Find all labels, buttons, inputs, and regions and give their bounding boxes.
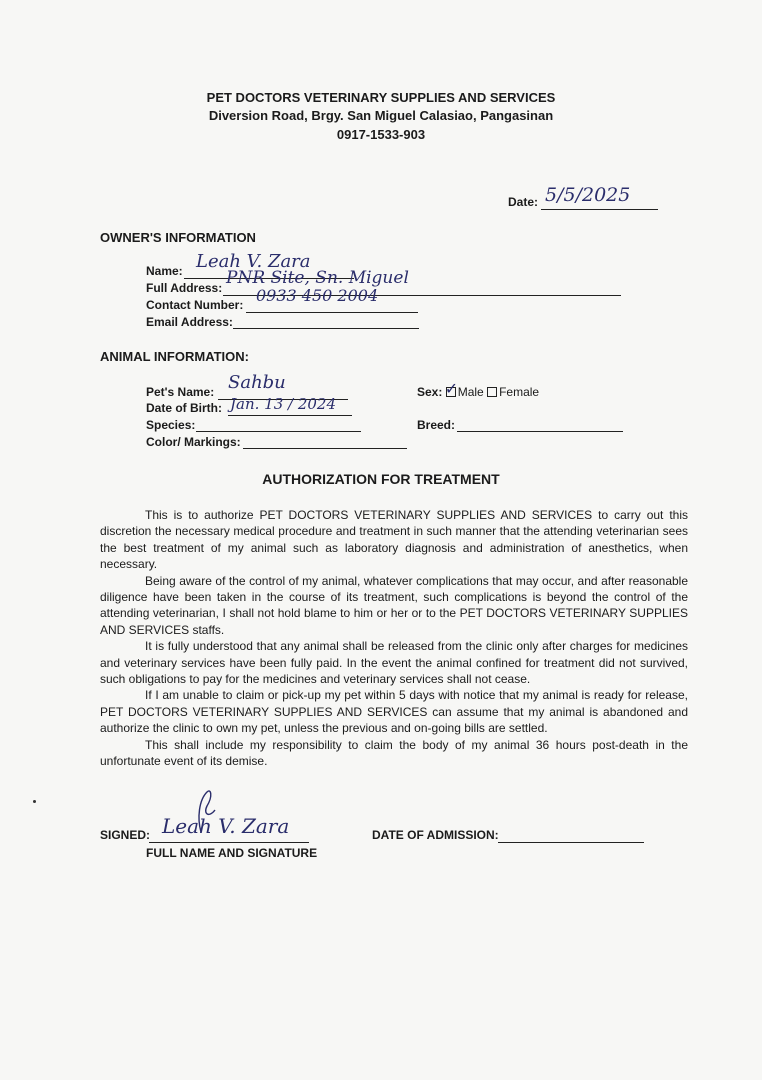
email-line (233, 328, 419, 329)
date-label: Date: (508, 195, 539, 209)
contact-line (246, 312, 418, 313)
name-label: Name: (146, 264, 183, 278)
address-label: Full Address: (146, 281, 223, 295)
sex-field (417, 379, 540, 399)
pet-name-value: Sahbu (228, 372, 286, 393)
company-name: PET DOCTORS VETERINARY SUPPLIES AND SERVICES (206, 90, 556, 105)
owner-heading: OWNER'S INFORMATION (100, 230, 256, 245)
owner-address-value: PNR Site, Sn. Miguel (226, 268, 409, 288)
sex-label: Sex: (417, 385, 443, 399)
male-checkbox[interactable] (444, 379, 459, 398)
female-option-label: Female (499, 385, 540, 399)
signature-value: Leah V. Zara (162, 814, 290, 838)
owner-name-value: Leah V. Zara (196, 251, 311, 272)
speck-mark (33, 800, 36, 803)
check-mark-icon: ✓ (444, 379, 459, 398)
dob-label: Date of Birth: (146, 401, 222, 415)
authorization-paragraph-4: If I am unable to claim or pick-up my pet within 5 days with notice that my animal is ready for release, PET DOCTORS VETERINARY SUPPLIES AND SERVICES can assume that my animal is abandoned and authorize the clinic to own my pet, unless the previous and on-going bills are settled. (100, 688, 688, 736)
breed-line (457, 431, 623, 432)
date-line (541, 209, 658, 210)
email-label: Email Address: (146, 315, 233, 329)
male-option-label: Male (457, 385, 484, 399)
authorization-body (100, 507, 688, 770)
authorization-paragraph-5: This shall include my responsibility to claim the body of my animal 36 hours post-death in the unfortunate event of its demise. (100, 737, 688, 769)
breed-label: Breed: (417, 418, 456, 432)
color-line (243, 448, 407, 449)
admission-label: DATE OF ADMISSION: (372, 828, 499, 842)
signed-label: SIGNED: (100, 828, 151, 842)
company-address: Diversion Road, Brgy. San Miguel Calasiao, Pangasinan (208, 108, 554, 123)
dob-value: Jan. 13 / 2024 (230, 395, 337, 413)
color-label: Color/ Markings: (146, 435, 241, 449)
contact-label: Contact Number: (146, 298, 244, 312)
admission-line (498, 842, 644, 843)
authorization-paragraph-2: Being aware of the control of my animal, whatever complications that may occur, and after reasonable diligence have been taken in the course of its treatment, such complications is beyond the control of the attending veterinarian, I shall not hold blame to him or her or to the PET DOCTORS VETERINARY SUPPLIES AND SERVICES staffs. (100, 573, 688, 637)
date-value: 5/5/2025 (545, 184, 631, 206)
company-phone: 0917-1533-903 (336, 127, 426, 142)
species-label: Species: (146, 418, 196, 432)
signature-line (149, 842, 309, 843)
pet-name-label: Pet's Name: (146, 385, 215, 399)
signature-caption: FULL NAME AND SIGNATURE (146, 846, 318, 860)
dob-line (228, 415, 352, 416)
species-line (196, 431, 361, 432)
female-checkbox[interactable] (487, 387, 497, 397)
authorization-paragraph-3: It is fully understood that any animal shall be released from the clinic only after charges for medicines and veterinary services have been fully paid. In the event the animal confined for treatment did not survived, such obligations to pay for the medicines and veterinary services shall not cease. (100, 639, 688, 687)
authorization-paragraph-1: This is to authorize PET DOCTORS VETERINARY SUPPLIES AND SERVICES to carry out this discretion the necessary medical procedure and treatment in such manner that the attending veterinarian sees the best treatment of my animal such as laboratory diagnosis and administration of anesthetics, when necessary. (100, 508, 688, 572)
signature-flourish-icon (193, 788, 223, 834)
authorization-title: AUTHORIZATION FOR TREATMENT (262, 471, 500, 487)
owner-contact-value: 0933 450 2004 (256, 286, 379, 305)
animal-heading: ANIMAL INFORMATION: (100, 349, 249, 364)
